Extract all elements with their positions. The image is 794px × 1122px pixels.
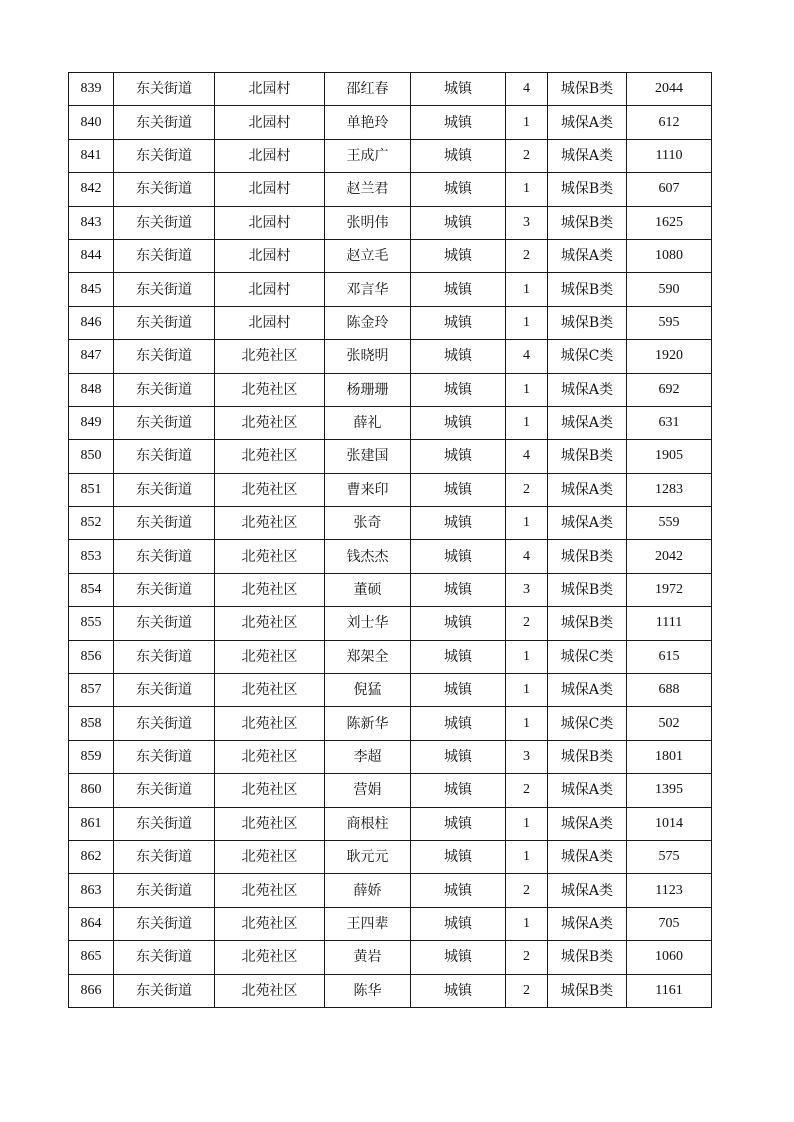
community-cell: 北苑社区	[215, 507, 325, 540]
street-cell: 东关街道	[114, 941, 215, 974]
member-count-cell: 1	[506, 106, 548, 139]
table-row	[69, 239, 712, 272]
household-type-cell: 城镇	[411, 640, 506, 673]
insurance-category-cell: 城保B类	[548, 974, 627, 1007]
household-type-cell: 城镇	[411, 406, 506, 439]
person-name-cell: 陈金玲	[325, 306, 411, 339]
street-cell: 东关街道	[114, 573, 215, 606]
household-type-cell: 城镇	[411, 774, 506, 807]
amount-cell: 1110	[627, 139, 712, 172]
street-cell: 东关街道	[114, 440, 215, 473]
person-name-cell: 邵红春	[325, 73, 411, 106]
household-type-cell: 城镇	[411, 273, 506, 306]
community-cell: 北苑社区	[215, 707, 325, 740]
insurance-category-cell: 城保A类	[548, 473, 627, 506]
street-cell: 东关街道	[114, 306, 215, 339]
household-type-cell: 城镇	[411, 907, 506, 940]
person-name-cell: 刘士华	[325, 607, 411, 640]
street-cell: 东关街道	[114, 139, 215, 172]
person-name-cell: 曹来印	[325, 473, 411, 506]
table-row	[69, 273, 712, 306]
insurance-category-cell: 城保C类	[548, 640, 627, 673]
insurance-category-cell: 城保B类	[548, 440, 627, 473]
amount-cell: 705	[627, 907, 712, 940]
insurance-category-cell: 城保A类	[548, 106, 627, 139]
amount-cell: 1972	[627, 573, 712, 606]
community-cell: 北苑社区	[215, 440, 325, 473]
household-type-cell: 城镇	[411, 173, 506, 206]
household-type-cell: 城镇	[411, 473, 506, 506]
community-cell: 北苑社区	[215, 974, 325, 1007]
amount-cell: 502	[627, 707, 712, 740]
household-type-cell: 城镇	[411, 874, 506, 907]
table-row	[69, 406, 712, 439]
row-number-cell: 860	[69, 774, 114, 807]
row-number-cell: 856	[69, 640, 114, 673]
amount-cell: 612	[627, 106, 712, 139]
amount-cell: 595	[627, 306, 712, 339]
person-name-cell: 商根柱	[325, 807, 411, 840]
table-row	[69, 473, 712, 506]
community-cell: 北苑社区	[215, 340, 325, 373]
person-name-cell: 张明伟	[325, 206, 411, 239]
community-cell: 北苑社区	[215, 740, 325, 773]
community-cell: 北苑社区	[215, 473, 325, 506]
person-name-cell: 邓言华	[325, 273, 411, 306]
member-count-cell: 2	[506, 874, 548, 907]
insurance-category-cell: 城保B类	[548, 573, 627, 606]
row-number-cell: 848	[69, 373, 114, 406]
member-count-cell: 1	[506, 507, 548, 540]
household-type-cell: 城镇	[411, 239, 506, 272]
street-cell: 东关街道	[114, 406, 215, 439]
member-count-cell: 2	[506, 607, 548, 640]
street-cell: 东关街道	[114, 540, 215, 573]
person-name-cell: 单艳玲	[325, 106, 411, 139]
community-cell: 北园村	[215, 273, 325, 306]
street-cell: 东关街道	[114, 473, 215, 506]
insurance-category-cell: 城保A类	[548, 507, 627, 540]
table-row	[69, 640, 712, 673]
member-count-cell: 4	[506, 73, 548, 106]
person-name-cell: 薛礼	[325, 406, 411, 439]
insurance-category-cell: 城保B类	[548, 173, 627, 206]
table-row	[69, 373, 712, 406]
insurance-category-cell: 城保B类	[548, 206, 627, 239]
street-cell: 东关街道	[114, 206, 215, 239]
community-cell: 北苑社区	[215, 807, 325, 840]
insurance-category-cell: 城保A类	[548, 774, 627, 807]
insurance-category-cell: 城保A类	[548, 373, 627, 406]
row-number-cell: 853	[69, 540, 114, 573]
amount-cell: 2042	[627, 540, 712, 573]
person-name-cell: 张建国	[325, 440, 411, 473]
table-row	[69, 440, 712, 473]
member-count-cell: 3	[506, 206, 548, 239]
member-count-cell: 1	[506, 707, 548, 740]
community-cell: 北苑社区	[215, 607, 325, 640]
community-cell: 北园村	[215, 206, 325, 239]
member-count-cell: 1	[506, 406, 548, 439]
person-name-cell: 倪猛	[325, 674, 411, 707]
member-count-cell: 2	[506, 974, 548, 1007]
household-type-cell: 城镇	[411, 373, 506, 406]
amount-cell: 1625	[627, 206, 712, 239]
person-name-cell: 黄岩	[325, 941, 411, 974]
table-row	[69, 907, 712, 940]
insurance-category-cell: 城保B类	[548, 540, 627, 573]
table-row	[69, 106, 712, 139]
insurance-category-cell: 城保B类	[548, 941, 627, 974]
member-count-cell: 1	[506, 807, 548, 840]
row-number-cell: 844	[69, 239, 114, 272]
community-cell: 北苑社区	[215, 874, 325, 907]
table-row	[69, 941, 712, 974]
amount-cell: 1920	[627, 340, 712, 373]
street-cell: 东关街道	[114, 507, 215, 540]
street-cell: 东关街道	[114, 340, 215, 373]
member-count-cell: 2	[506, 774, 548, 807]
amount-cell: 2044	[627, 73, 712, 106]
amount-cell: 559	[627, 507, 712, 540]
household-type-cell: 城镇	[411, 306, 506, 339]
document-page	[68, 72, 712, 1008]
row-number-cell: 845	[69, 273, 114, 306]
insurance-category-cell: 城保A类	[548, 840, 627, 873]
member-count-cell: 3	[506, 740, 548, 773]
household-type-cell: 城镇	[411, 974, 506, 1007]
table-row	[69, 573, 712, 606]
insurance-category-cell: 城保C类	[548, 707, 627, 740]
insurance-category-cell: 城保A类	[548, 406, 627, 439]
household-type-cell: 城镇	[411, 941, 506, 974]
street-cell: 东关街道	[114, 106, 215, 139]
amount-cell: 1283	[627, 473, 712, 506]
member-count-cell: 1	[506, 640, 548, 673]
street-cell: 东关街道	[114, 640, 215, 673]
row-number-cell: 863	[69, 874, 114, 907]
person-name-cell: 王成广	[325, 139, 411, 172]
community-cell: 北苑社区	[215, 573, 325, 606]
person-name-cell: 薛娇	[325, 874, 411, 907]
household-type-cell: 城镇	[411, 540, 506, 573]
insurance-category-cell: 城保A类	[548, 674, 627, 707]
community-cell: 北苑社区	[215, 941, 325, 974]
amount-cell: 607	[627, 173, 712, 206]
household-type-cell: 城镇	[411, 106, 506, 139]
member-count-cell: 2	[506, 941, 548, 974]
member-count-cell: 1	[506, 306, 548, 339]
row-number-cell: 854	[69, 573, 114, 606]
member-count-cell: 1	[506, 273, 548, 306]
row-number-cell: 841	[69, 139, 114, 172]
person-name-cell: 赵兰君	[325, 173, 411, 206]
community-cell: 北苑社区	[215, 640, 325, 673]
street-cell: 东关街道	[114, 840, 215, 873]
person-name-cell: 耿元元	[325, 840, 411, 873]
street-cell: 东关街道	[114, 239, 215, 272]
member-count-cell: 1	[506, 907, 548, 940]
person-name-cell: 赵立毛	[325, 239, 411, 272]
row-number-cell: 861	[69, 807, 114, 840]
member-count-cell: 1	[506, 674, 548, 707]
roster-table	[68, 72, 712, 1008]
table-row	[69, 607, 712, 640]
community-cell: 北苑社区	[215, 373, 325, 406]
row-number-cell: 839	[69, 73, 114, 106]
person-name-cell: 郑架全	[325, 640, 411, 673]
street-cell: 东关街道	[114, 273, 215, 306]
household-type-cell: 城镇	[411, 440, 506, 473]
member-count-cell: 1	[506, 840, 548, 873]
amount-cell: 1014	[627, 807, 712, 840]
person-name-cell: 董硕	[325, 573, 411, 606]
row-number-cell: 859	[69, 740, 114, 773]
row-number-cell: 847	[69, 340, 114, 373]
street-cell: 东关街道	[114, 974, 215, 1007]
household-type-cell: 城镇	[411, 573, 506, 606]
household-type-cell: 城镇	[411, 507, 506, 540]
person-name-cell: 王四辈	[325, 907, 411, 940]
household-type-cell: 城镇	[411, 340, 506, 373]
insurance-category-cell: 城保A类	[548, 139, 627, 172]
community-cell: 北园村	[215, 139, 325, 172]
household-type-cell: 城镇	[411, 607, 506, 640]
street-cell: 东关街道	[114, 740, 215, 773]
row-number-cell: 858	[69, 707, 114, 740]
community-cell: 北苑社区	[215, 406, 325, 439]
amount-cell: 575	[627, 840, 712, 873]
row-number-cell: 840	[69, 106, 114, 139]
household-type-cell: 城镇	[411, 707, 506, 740]
table-row	[69, 740, 712, 773]
row-number-cell: 855	[69, 607, 114, 640]
table-row	[69, 139, 712, 172]
insurance-category-cell: 城保B类	[548, 306, 627, 339]
community-cell: 北园村	[215, 173, 325, 206]
person-name-cell: 陈新华	[325, 707, 411, 740]
person-name-cell: 陈华	[325, 974, 411, 1007]
amount-cell: 692	[627, 373, 712, 406]
street-cell: 东关街道	[114, 774, 215, 807]
household-type-cell: 城镇	[411, 73, 506, 106]
household-type-cell: 城镇	[411, 206, 506, 239]
table-row	[69, 306, 712, 339]
insurance-category-cell: 城保B类	[548, 73, 627, 106]
member-count-cell: 4	[506, 540, 548, 573]
table-row	[69, 974, 712, 1007]
member-count-cell: 2	[506, 139, 548, 172]
community-cell: 北苑社区	[215, 540, 325, 573]
insurance-category-cell: 城保B类	[548, 607, 627, 640]
street-cell: 东关街道	[114, 373, 215, 406]
member-count-cell: 1	[506, 173, 548, 206]
street-cell: 东关街道	[114, 674, 215, 707]
person-name-cell: 李超	[325, 740, 411, 773]
roster-table-body	[69, 73, 712, 1008]
table-row	[69, 206, 712, 239]
amount-cell: 1801	[627, 740, 712, 773]
table-row	[69, 540, 712, 573]
row-number-cell: 865	[69, 941, 114, 974]
community-cell: 北苑社区	[215, 674, 325, 707]
row-number-cell: 864	[69, 907, 114, 940]
street-cell: 东关街道	[114, 807, 215, 840]
member-count-cell: 2	[506, 473, 548, 506]
row-number-cell: 866	[69, 974, 114, 1007]
amount-cell: 1060	[627, 941, 712, 974]
amount-cell: 1905	[627, 440, 712, 473]
insurance-category-cell: 城保A类	[548, 874, 627, 907]
amount-cell: 631	[627, 406, 712, 439]
member-count-cell: 3	[506, 573, 548, 606]
amount-cell: 1161	[627, 974, 712, 1007]
table-row	[69, 507, 712, 540]
amount-cell: 1080	[627, 239, 712, 272]
street-cell: 东关街道	[114, 707, 215, 740]
street-cell: 东关街道	[114, 173, 215, 206]
household-type-cell: 城镇	[411, 840, 506, 873]
table-row	[69, 73, 712, 106]
table-row	[69, 173, 712, 206]
table-row	[69, 807, 712, 840]
member-count-cell: 2	[506, 239, 548, 272]
amount-cell: 1395	[627, 774, 712, 807]
amount-cell: 590	[627, 273, 712, 306]
amount-cell: 1111	[627, 607, 712, 640]
amount-cell: 615	[627, 640, 712, 673]
person-name-cell: 杨珊珊	[325, 373, 411, 406]
member-count-cell: 4	[506, 340, 548, 373]
insurance-category-cell: 城保B类	[548, 273, 627, 306]
row-number-cell: 842	[69, 173, 114, 206]
row-number-cell: 857	[69, 674, 114, 707]
community-cell: 北苑社区	[215, 774, 325, 807]
row-number-cell: 849	[69, 406, 114, 439]
amount-cell: 1123	[627, 874, 712, 907]
household-type-cell: 城镇	[411, 139, 506, 172]
table-row	[69, 707, 712, 740]
row-number-cell: 851	[69, 473, 114, 506]
street-cell: 东关街道	[114, 607, 215, 640]
insurance-category-cell: 城保B类	[548, 740, 627, 773]
row-number-cell: 846	[69, 306, 114, 339]
community-cell: 北苑社区	[215, 907, 325, 940]
table-row	[69, 774, 712, 807]
street-cell: 东关街道	[114, 907, 215, 940]
person-name-cell: 营娟	[325, 774, 411, 807]
row-number-cell: 862	[69, 840, 114, 873]
member-count-cell: 1	[506, 373, 548, 406]
insurance-category-cell: 城保C类	[548, 340, 627, 373]
community-cell: 北园村	[215, 73, 325, 106]
person-name-cell: 张晓明	[325, 340, 411, 373]
person-name-cell: 钱杰杰	[325, 540, 411, 573]
row-number-cell: 843	[69, 206, 114, 239]
member-count-cell: 4	[506, 440, 548, 473]
row-number-cell: 850	[69, 440, 114, 473]
row-number-cell: 852	[69, 507, 114, 540]
table-row	[69, 674, 712, 707]
insurance-category-cell: 城保A类	[548, 907, 627, 940]
community-cell: 北园村	[215, 306, 325, 339]
person-name-cell: 张奇	[325, 507, 411, 540]
community-cell: 北苑社区	[215, 840, 325, 873]
amount-cell: 688	[627, 674, 712, 707]
household-type-cell: 城镇	[411, 740, 506, 773]
street-cell: 东关街道	[114, 73, 215, 106]
insurance-category-cell: 城保A类	[548, 239, 627, 272]
community-cell: 北园村	[215, 106, 325, 139]
table-row	[69, 340, 712, 373]
household-type-cell: 城镇	[411, 807, 506, 840]
table-row	[69, 840, 712, 873]
street-cell: 东关街道	[114, 874, 215, 907]
community-cell: 北园村	[215, 239, 325, 272]
household-type-cell: 城镇	[411, 674, 506, 707]
table-row	[69, 874, 712, 907]
insurance-category-cell: 城保A类	[548, 807, 627, 840]
